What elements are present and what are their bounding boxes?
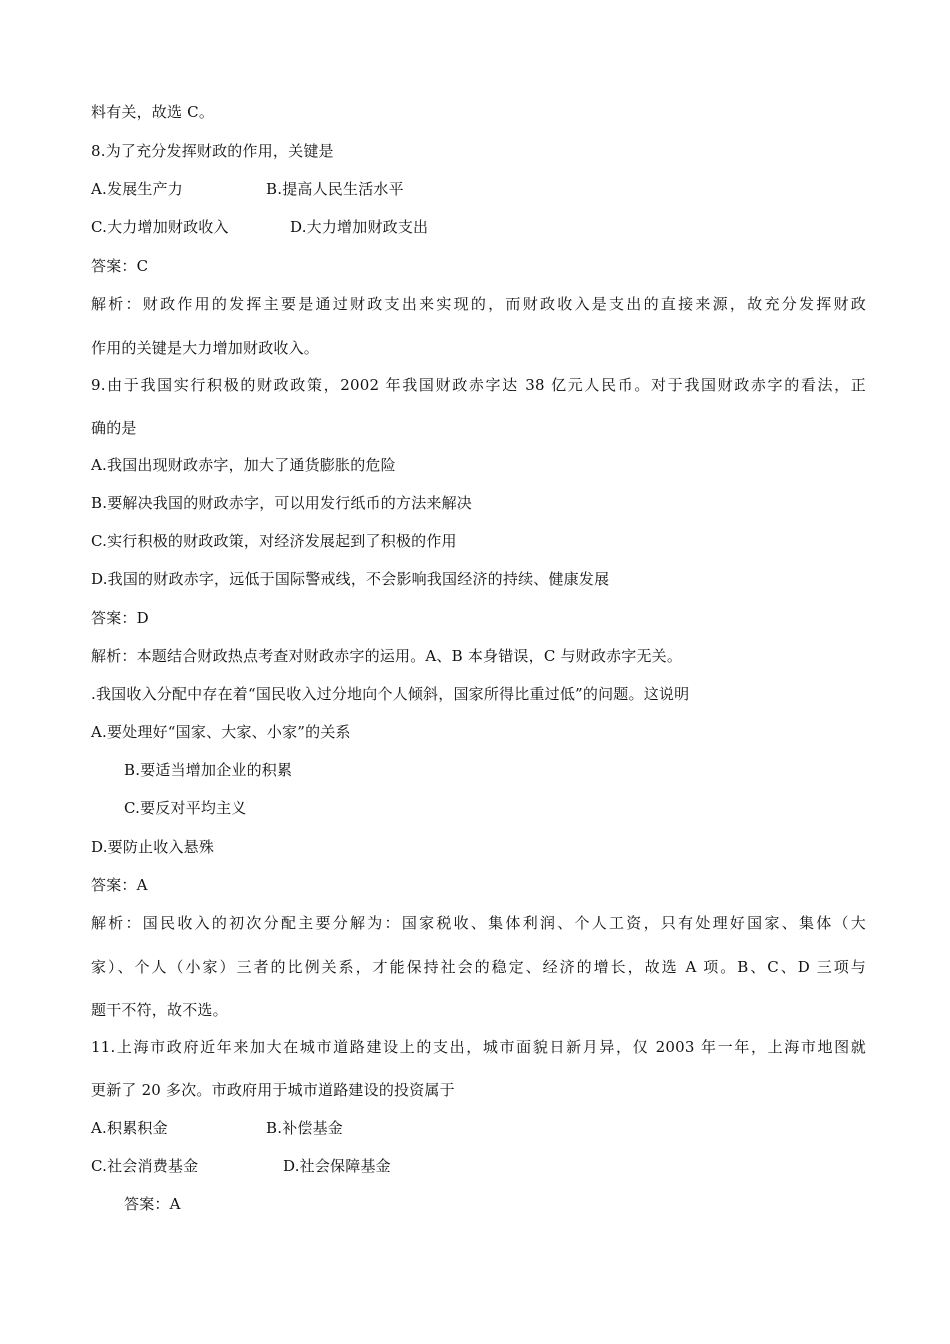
- question-9-option-a: A.我国出现财政赤字，加大了通货膨胀的危险: [91, 456, 396, 474]
- question-9-option-c: C.实行积极的财政政策，对经济发展起到了积极的作用: [91, 532, 457, 550]
- question-10-option-a: A.要处理好“国家、大家、小家”的关系: [91, 723, 351, 741]
- question-10-analysis: 解析：国民收入的初次分配主要分解为：国家税收、集体利润、个人工资，只有处理好国家、集体（大: [91, 914, 866, 932]
- question-11-answer: 答案：A: [124, 1195, 181, 1213]
- question-10-option-d: D.要防止收入悬殊: [91, 838, 215, 856]
- question-11-options-row-2: [91, 1156, 866, 1176]
- option-d: D.大力增加财政支出: [290, 218, 429, 236]
- question-8-analysis-cont: 作用的关键是大力增加财政收入。: [91, 339, 320, 357]
- question-8-answer: 答案：C: [91, 257, 149, 275]
- question-8-analysis: 解析：财政作用的发挥主要是通过财政支出来实现的，而财政收入是支出的直接来源，故充分发挥财政: [91, 295, 866, 313]
- question-10-stem: .我国收入分配中存在着“国民收入过分地向个人倾斜，国家所得比重过低”的问题。这说明: [91, 685, 690, 703]
- option-c: C.大力增加财政收入: [91, 218, 229, 236]
- question-10-answer: 答案：A: [91, 876, 148, 894]
- option-b: B.提高人民生活水平: [266, 180, 404, 198]
- question-9-stem-cont: 确的是: [91, 419, 137, 437]
- question-10-option-b: B.要适当增加企业的积累: [124, 761, 293, 779]
- question-9-option-b: B.要解决我国的财政赤字，可以用发行纸币的方法来解决: [91, 494, 472, 512]
- question-11-options-row-1: [91, 1118, 866, 1138]
- option-d: D.社会保障基金: [283, 1157, 391, 1175]
- text-line: 料有关，故选 C。: [91, 103, 215, 121]
- question-8-options-row-2: [91, 217, 866, 237]
- question-11-stem-cont: 更新了 20 多次。市政府用于城市道路建设的投资属于: [91, 1081, 455, 1099]
- option-c: C.社会消费基金: [91, 1157, 199, 1175]
- option-a: A.积累积金: [91, 1119, 168, 1137]
- question-10-option-c: C.要反对平均主义: [124, 799, 247, 817]
- question-9-analysis: 解析：本题结合财政热点考查对财政赤字的运用。A、B 本身错误，C 与财政赤字无关。: [91, 647, 683, 665]
- question-9-answer: 答案：D: [91, 609, 149, 627]
- question-10-analysis-end: 题干不符，故不选。: [91, 1001, 228, 1019]
- option-a: A.发展生产力: [91, 180, 184, 198]
- question-10-analysis-cont: 家）、个人（小家）三者的比例关系，才能保持社会的稳定、经济的增长，故选 A 项。B、C、D 三项与: [91, 958, 866, 976]
- question-8-options-row-1: [91, 179, 866, 199]
- question-8-stem: 8.为了充分发挥财政的作用，关键是: [91, 142, 334, 160]
- question-9-stem: 9.由于我国实行积极的财政政策，2002 年我国财政赤字达 38 亿元人民币。对于我国财政赤字的看法，正: [91, 376, 866, 394]
- question-11-stem: 11.上海市政府近年来加大在城市道路建设上的支出，城市面貌日新月异，仅 2003 年一年，上海市地图就: [91, 1038, 866, 1056]
- option-b: B.补偿基金: [266, 1119, 343, 1137]
- question-9-option-d: D.我国的财政赤字，远低于国际警戒线，不会影响我国经济的持续、健康发展: [91, 570, 610, 588]
